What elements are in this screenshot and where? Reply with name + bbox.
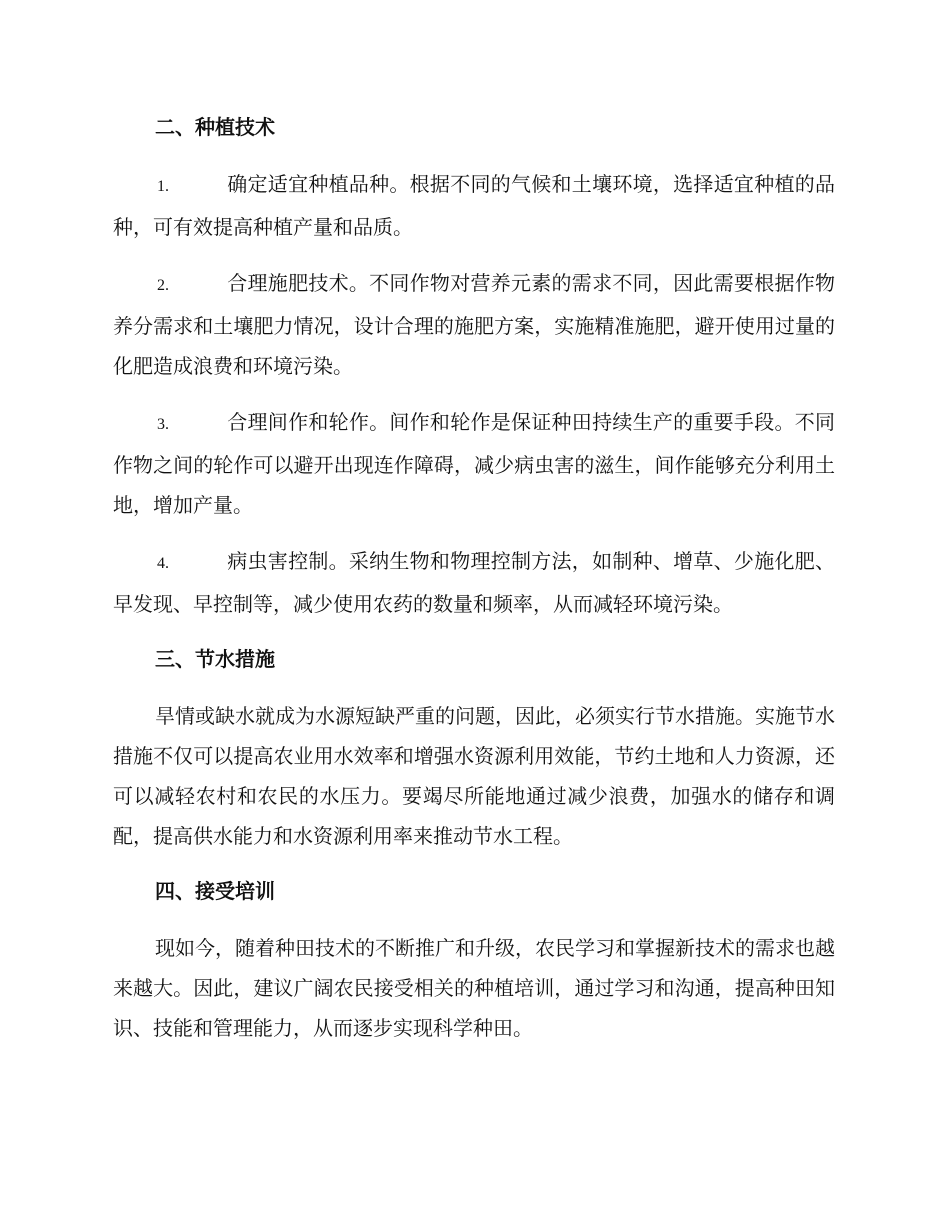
list-item-text: 病虫害控制。采纳生物和物理控制方法，如制种、增草、少施化肥、早发现、早控制等，减少使用农药的数量和频率，从而减轻环境污染。 <box>113 549 835 616</box>
list-item-text: 合理间作和轮作。间作和轮作是保证种田持续生产的重要手段。不同作物之间的轮作可以避开出现连作障碍，减少病虫害的滋生，间作能够充分利用土地，增加产量。 <box>113 410 835 517</box>
section-heading-water-saving: 三、节水措施 <box>155 647 275 671</box>
section-heading-planting: 二、种植技术 <box>155 115 275 139</box>
water-saving-paragraph: 旱情或缺水就成为水源短缺严重的问题，因此，必须实行节水措施。实施节水措施不仅可以提高农业用水效率和增强水资源利用效能，节约土地和人力资源，还可以减轻农村和农民的水压力。要竭尽所能地通过减少浪费，加强水的储存和调配，提高供水能力和水资源利用率来推动节水工程。 <box>113 704 835 848</box>
list-number: 2. <box>157 277 169 294</box>
list-number: 4. <box>157 555 169 572</box>
list-item-text: 合理施肥技术。不同作物对营养元素的需求不同，因此需要根据作物养分需求和土壤肥力情况，设计合理的施肥方案，实施精准施肥，避开使用过量的化肥造成浪费和环境污染。 <box>113 271 835 378</box>
training-paragraph: 现如今，随着种田技术的不断推广和升级，农民学习和掌握新技术的需求也越来越大。因此，建议广阔农民接受相关的种植培训，通过学习和沟通，提高种田知识、技能和管理能力，从而逐步实现科学种田。 <box>113 936 835 1040</box>
list-number: 1. <box>157 178 169 195</box>
section-heading-training: 四、接受培训 <box>155 879 275 903</box>
list-item-3 <box>113 402 835 525</box>
list-number: 3. <box>157 416 169 433</box>
list-item-text: 确定适宜种植品种。根据不同的气候和土壤环境，选择适宜种植的品种，可有效提高种植产量和品质。 <box>113 172 835 239</box>
list-item-1 <box>113 164 835 247</box>
list-item-2 <box>113 263 835 386</box>
list-item-4 <box>113 541 835 624</box>
